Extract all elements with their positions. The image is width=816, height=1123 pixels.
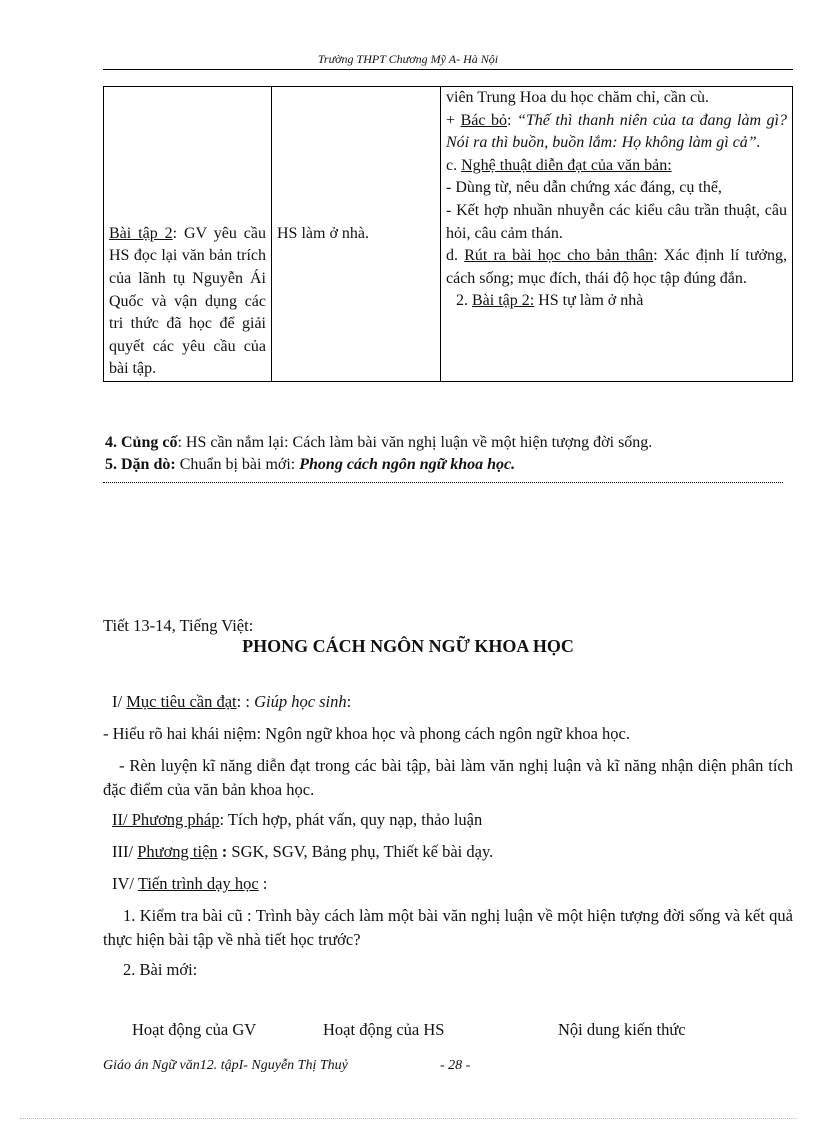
exercise-2-label: Bài tập 2: bbox=[472, 292, 535, 310]
dash-item-2: - Kết hợp nhuần nhuyễn các kiểu câu trần thuật, câu hỏi, câu cảm thán. bbox=[446, 201, 787, 242]
lesson-title: PHONG CÁCH NGÔN NGỮ KHOA HỌC bbox=[242, 636, 574, 656]
dan-do-label: 5. Dặn dò: bbox=[105, 456, 176, 473]
header-rule bbox=[103, 69, 793, 70]
section-d: d. Rút ra bài học cho bản thân: Xác định lí tưởng, cách sống; mục đích, thái độ học tập đúng đắn. bbox=[446, 247, 788, 287]
cung-co-label: 4. Củng cố bbox=[105, 434, 178, 451]
student-activity-cell: HS làm ở nhà. bbox=[272, 87, 441, 382]
exercise-label: Bài tập 2 bbox=[109, 224, 173, 242]
footer-author: Giáo án Ngữ văn12. tậpI- Nguyễn Thị Thuỷ bbox=[103, 1058, 348, 1073]
method-line: II/ Phương pháp: Tích hợp, phát vấn, quy nạp, thảo luận bbox=[112, 810, 483, 829]
procedure-heading: IV/ Tiến trình dạy học : bbox=[112, 874, 268, 893]
lesson-period: Tiết 13-14, Tiếng Việt: bbox=[103, 616, 254, 635]
column-header-student: Hoạt động của HS bbox=[323, 1020, 445, 1039]
exercise-2-line: 2. Bài tập 2: HS tự làm ở nhà bbox=[456, 292, 644, 310]
section-c: c. Nghệ thuật diễn đạt của văn bản: bbox=[446, 156, 672, 174]
page-number: - 28 - bbox=[440, 1058, 471, 1073]
dan-do-line: 5. Dặn dò: Chuẩn bị bài mới: Phong cách ngôn ngữ khoa học. bbox=[105, 456, 516, 473]
column-header-teacher: Hoạt động của GV bbox=[132, 1020, 257, 1039]
page-header: Trường THPT Chương Mỹ A- Hà Nội bbox=[317, 52, 499, 66]
exercise-instruction: : GV yêu cầu HS đọc lại văn bản trích của lãnh tụ Nguyễn Ái Quốc và vận dụng các tri thức đã học để giải quyết các yêu cầu của bài tập. bbox=[109, 224, 267, 378]
column-header-content: Nội dung kiến thức bbox=[558, 1020, 686, 1039]
objectives-heading: I/ Mục tiêu cần đạt: : Giúp học sinh: bbox=[112, 692, 352, 711]
new-lesson-label: 2. Bài mới: bbox=[123, 960, 198, 979]
section-d-label: Rút ra bài học cho bản thân bbox=[464, 247, 654, 265]
objective-understand: - Hiểu rõ hai khái niệm: Ngôn ngữ khoa học và phong cách ngôn ngữ khoa học. bbox=[103, 724, 630, 743]
content-line: viên Trung Hoa du học chăm chỉ, cần cù. bbox=[446, 89, 710, 106]
dotted-separator bbox=[103, 482, 783, 483]
cung-co-line: 4. Củng cố: HS cần nắm lại: Cách làm bài văn nghị luận về một hiện tượng đời sống. bbox=[105, 434, 653, 451]
next-lesson-title: Phong cách ngôn ngữ khoa học. bbox=[299, 456, 516, 473]
bac-bo-label: Bác bỏ bbox=[460, 111, 507, 129]
content-cell bbox=[441, 87, 793, 382]
materials-line: III/ Phương tiện : SGK, SGV, Bảng phụ, Thiết kế bài dạy. bbox=[112, 842, 494, 861]
dash-item-1: - Dùng từ, nêu dẫn chứng xác đáng, cụ thể, bbox=[446, 179, 722, 197]
objective-practice: - Rèn luyện kĩ năng diễn đạt trong các bài tập, bài làm văn nghị luận và kĩ năng nhận diện phân tích đặc điểm của văn bản khoa học. bbox=[103, 756, 793, 799]
page-edge bbox=[20, 1118, 796, 1119]
bac-bo-paragraph: + Bác bỏ: “Thế thì thanh niên của ta đang làm gì? Nói ra thì buồn, buồn lắm: Họ không làm gì cả”. bbox=[446, 111, 788, 152]
lesson-table bbox=[103, 86, 793, 382]
section-c-label: Nghệ thuật diễn đạt của văn bản: bbox=[461, 156, 672, 174]
teacher-activity-cell bbox=[104, 87, 272, 382]
review-question: 1. Kiểm tra bài cũ : Trình bày cách làm một bài văn nghị luận về một hiện tượng đời sống và kết quả thực hiện bài tập về nhà tiết học trước? bbox=[103, 906, 793, 949]
bac-bo-quote: “Thế thì thanh niên của ta đang làm gì? Nói ra thì buồn, buồn lắm: Họ không làm gì cả”. bbox=[446, 111, 788, 152]
